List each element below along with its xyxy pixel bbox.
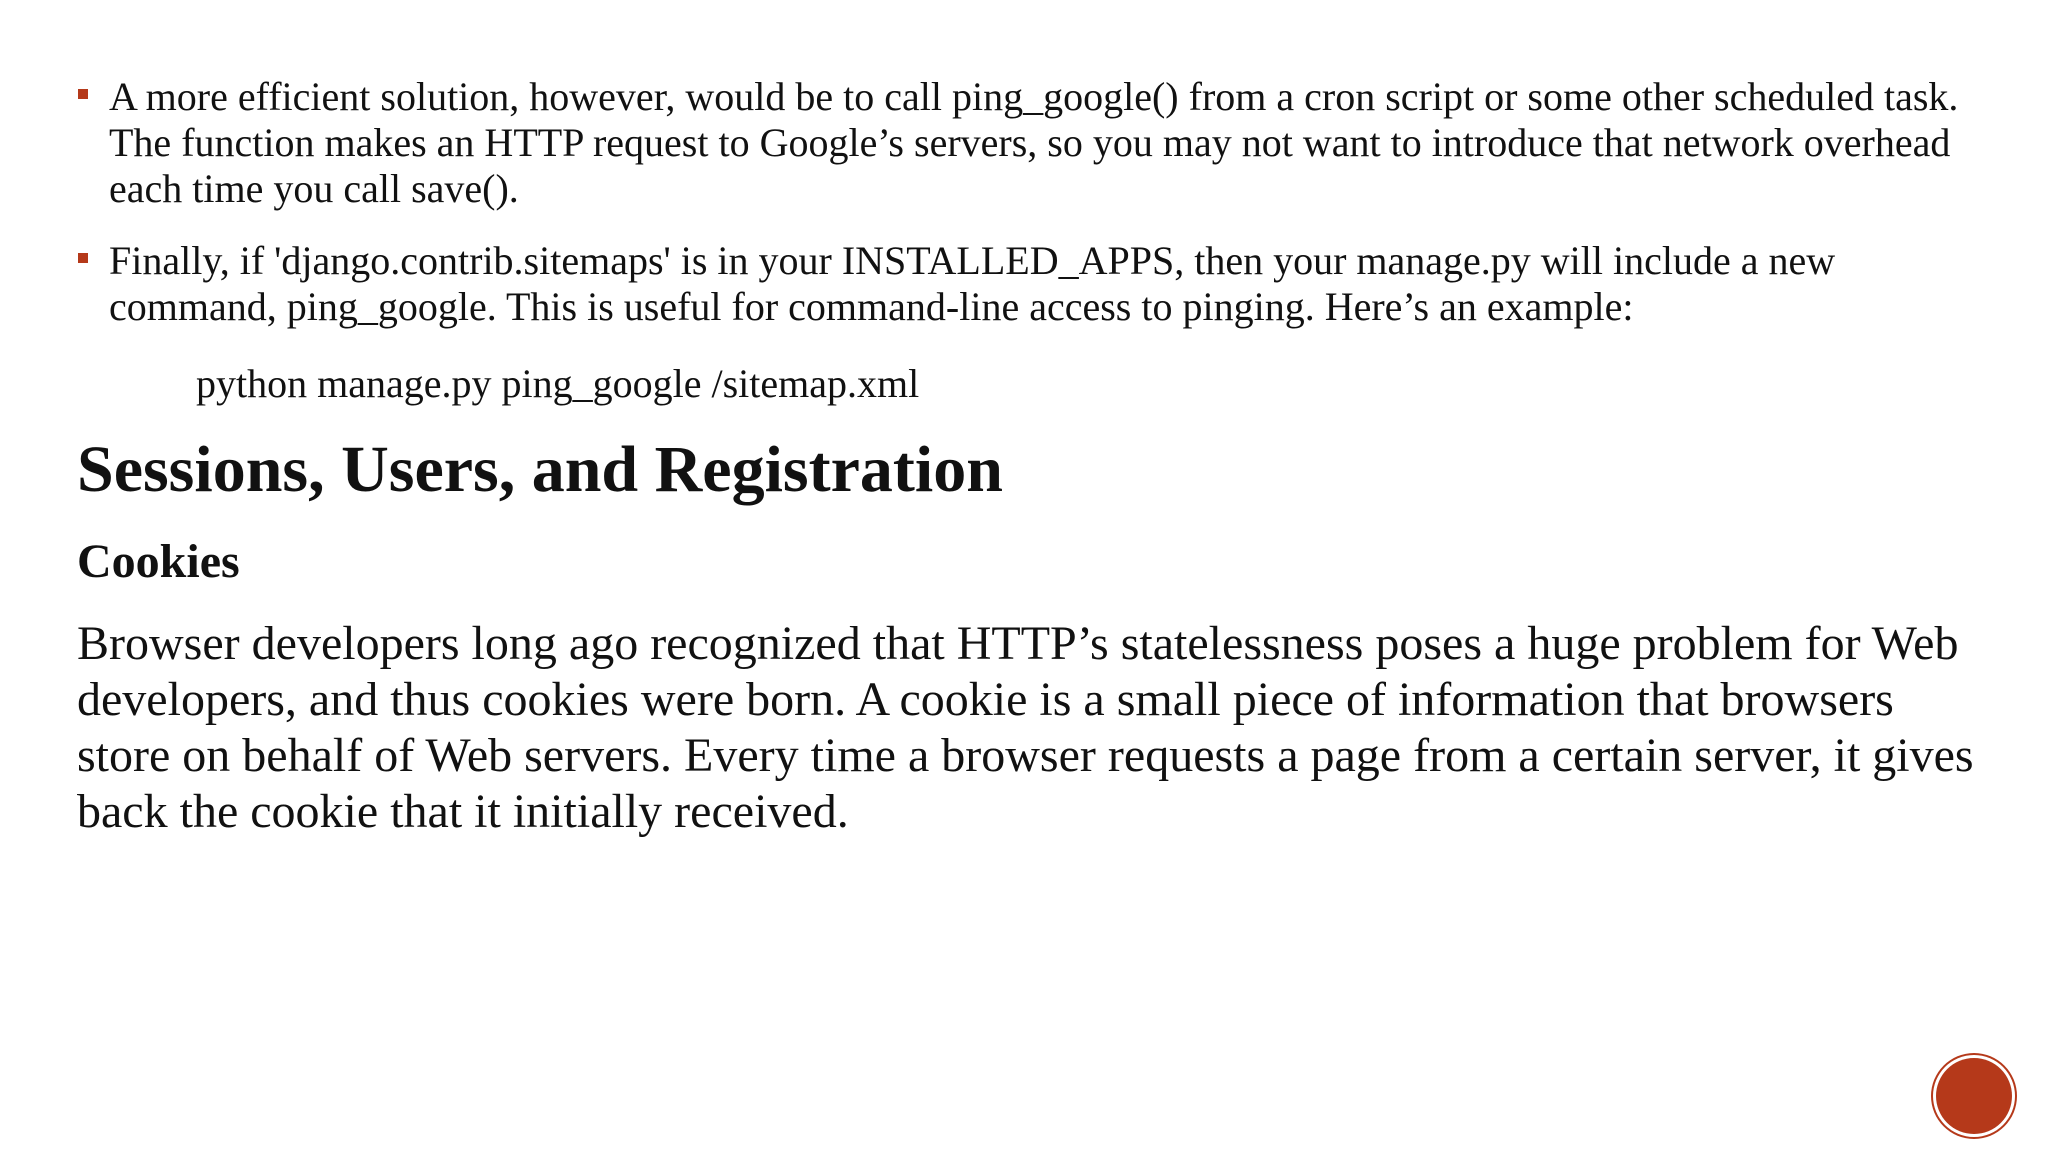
body-paragraph: Browser developers long ago recognized that HTTP’s statelessness poses a huge problem for Web developers, and thus cookies were born. A cookie is a small piece of information that browsers store on behalf of Web servers. Every time a browser requests a page from a certain server, it gives back the cookie that it initially received. <box>77 617 1974 838</box>
code-example: python manage.py ping_google /sitemap.xml <box>196 361 920 406</box>
subsection-heading: Cookies <box>77 535 240 588</box>
bullet-text: Finally, if 'django.contrib.sitemaps' is in your INSTALLED_APPS, then your manage.py will include a new command, ping_google. This is useful for command-line access to pinging. Here’s an example: <box>109 238 1836 329</box>
bullet-list <box>77 74 1997 356</box>
bullet-text: A more efficient solution, however, would be to call ping_google() from a cron script or some other scheduled task. The function makes an HTTP request to Google’s servers, so you may not want to introduce that network overhead each time you call save(). <box>109 74 1959 211</box>
bullet-item <box>77 74 1997 212</box>
section-heading: Sessions, Users, and Registration <box>77 433 1003 506</box>
square-bullet-icon <box>78 89 88 99</box>
square-bullet-icon <box>78 253 88 263</box>
slide-nav-circle-icon[interactable] <box>1936 1058 2012 1134</box>
bullet-item <box>77 238 1997 330</box>
